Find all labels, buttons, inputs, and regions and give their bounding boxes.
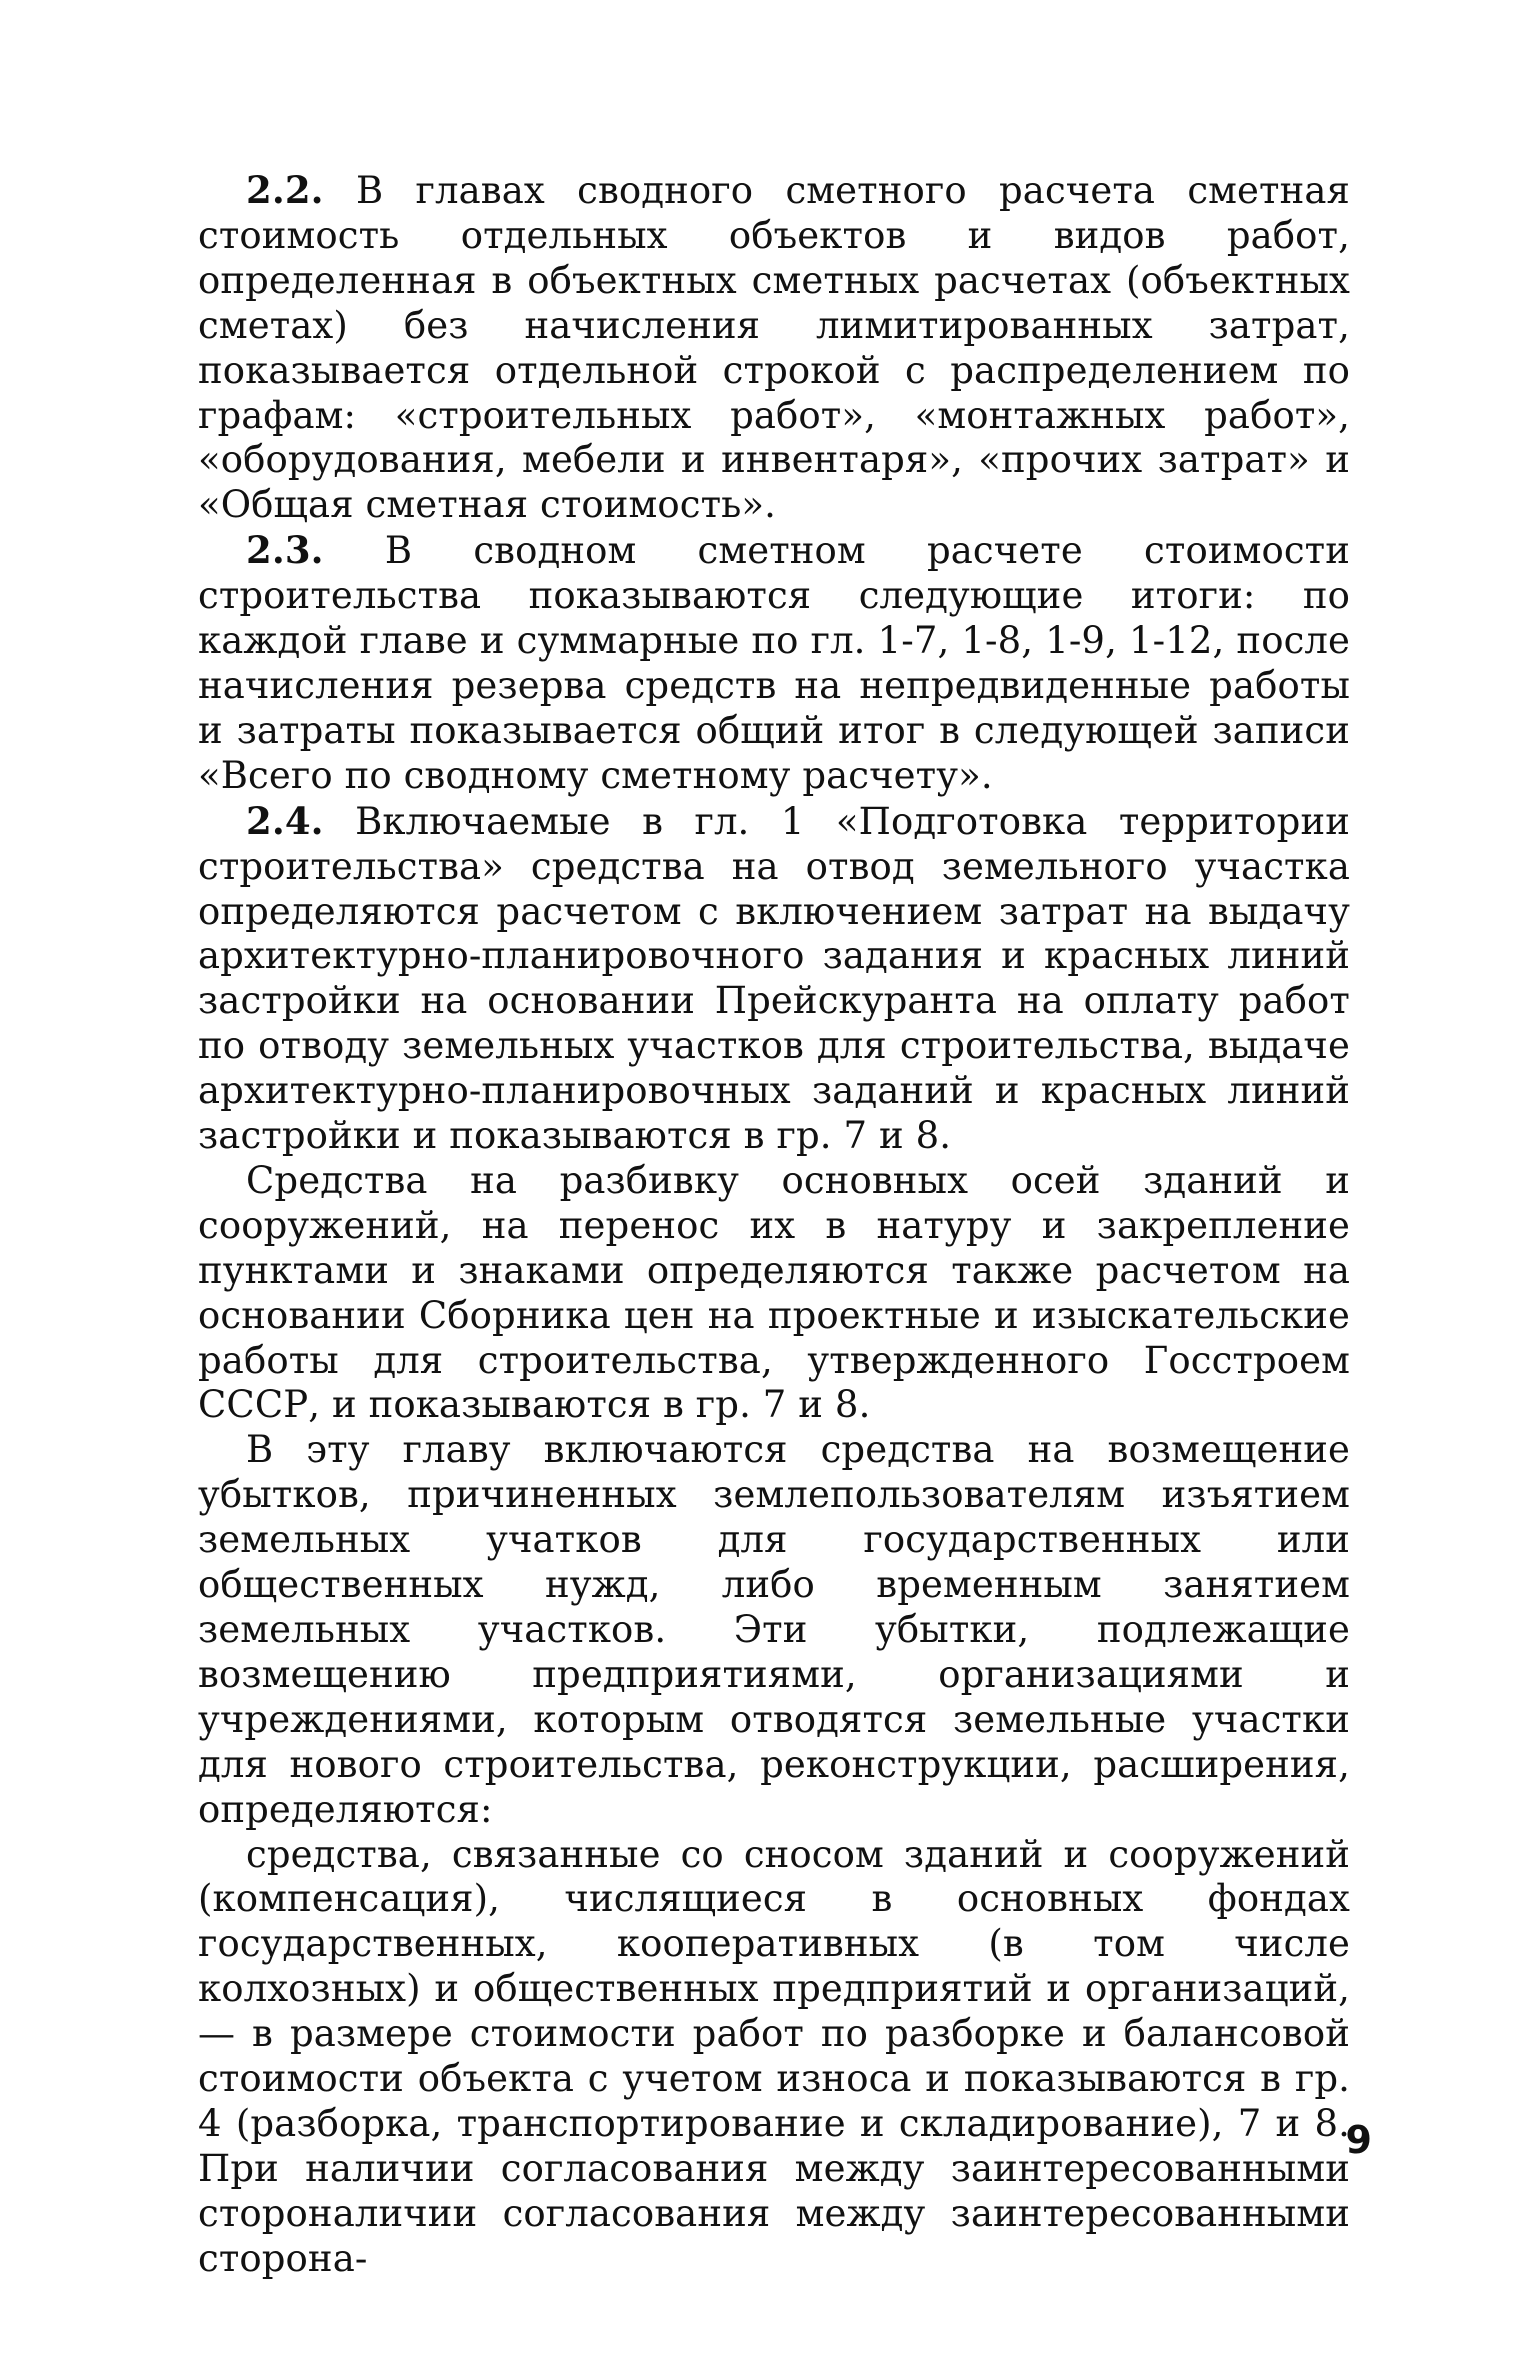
- paragraph-layout-costs: [198, 1159, 1350, 1428]
- paragraph-text: Включаемые в гл. 1 «Подготовка территории строительства» средства на отвод земельного участка определяются расчетом с включением затрат на выдачу архитектурно-планировочного задания и красных линий застройки на основании Прейскуранта на оплату работ по отводу земельных участков для строительства, выдаче архитектурно-планировочных заданий и красных линий застройки и показываются в гр. 7 и 8.: [198, 799, 1350, 1158]
- page-number: 9: [1345, 2118, 1372, 2162]
- paragraph-compensation: [198, 1428, 1350, 1832]
- paragraph-text: В эту главу включаются средства на возмещение убытков, причиненных землепользователям изъятием земельных учатков для государственных или общественных нужд, либо временным занятием земельных участков. Эти убытки, подлежащие возмещению предприятиями, организациями и учреждениями, которым отводятся земельные участки для нового строительства, реконструкции, расширения, определяются:: [198, 1428, 1350, 1831]
- paragraph-text: В главах сводного сметного расчета сметная стоимость отдельных объектов и видов работ, определенная в объектных сметных расчетах (объектных сметах) без начисления лимитированных затрат, показывается отдельной строкой с распределением по графам: «строительных работ», «монтажных работ», «оборудования, мебели и инвентаря», «прочих затрат» и «Общая сметная стоимость».: [198, 169, 1350, 527]
- paragraph-text: В сводном сметном расчете стоимости строительства показываются следующие итоги: по каждой главе и суммарные по гл. 1-7, 1-8, 1-9, 1-12, после начисления резерва средств на непредвиденные работы и затраты показывается общий итог в следующей записи «Всего по сводному сметному расчету».: [198, 529, 1350, 797]
- paragraph-number: 2.2.: [246, 168, 324, 212]
- body-text: [198, 168, 1350, 2282]
- paragraph-text: средства, связанные со сносом зданий и сооружений (компенсация), числящиеся в основных фондах государственных, кооперативных (в том числе колхозных) и общественных предприятий и организаций, — в размере стоимости работ по разборке и балансовой стоимости объекта с учетом износа и показываются в гр. 4 (разборка, транспортирование и складирование), 7 и 8. При наличии согласования между заинтересованными стороналичии согласования между заинтересованными сторона-: [198, 1832, 1350, 2280]
- paragraph-number: 2.4.: [246, 798, 324, 843]
- paragraph-number: 2.3.: [246, 528, 324, 573]
- paragraph-text: Средства на разбивку основных осей зданий и сооружений, на перенос их в натуру и закрепление пунктами и знаками определяются также расчетом на основании Сборника цен на проектные и изыскательские работы для строительства, утвержденного Госстроем СССР, и показываются в гр. 7 и 8.: [198, 1158, 1350, 1427]
- paragraph-2-4: [198, 799, 1350, 1159]
- paragraph-2-2: [198, 168, 1350, 528]
- paragraph-2-3: [198, 528, 1350, 798]
- paragraph-demolition: [198, 1833, 1350, 2282]
